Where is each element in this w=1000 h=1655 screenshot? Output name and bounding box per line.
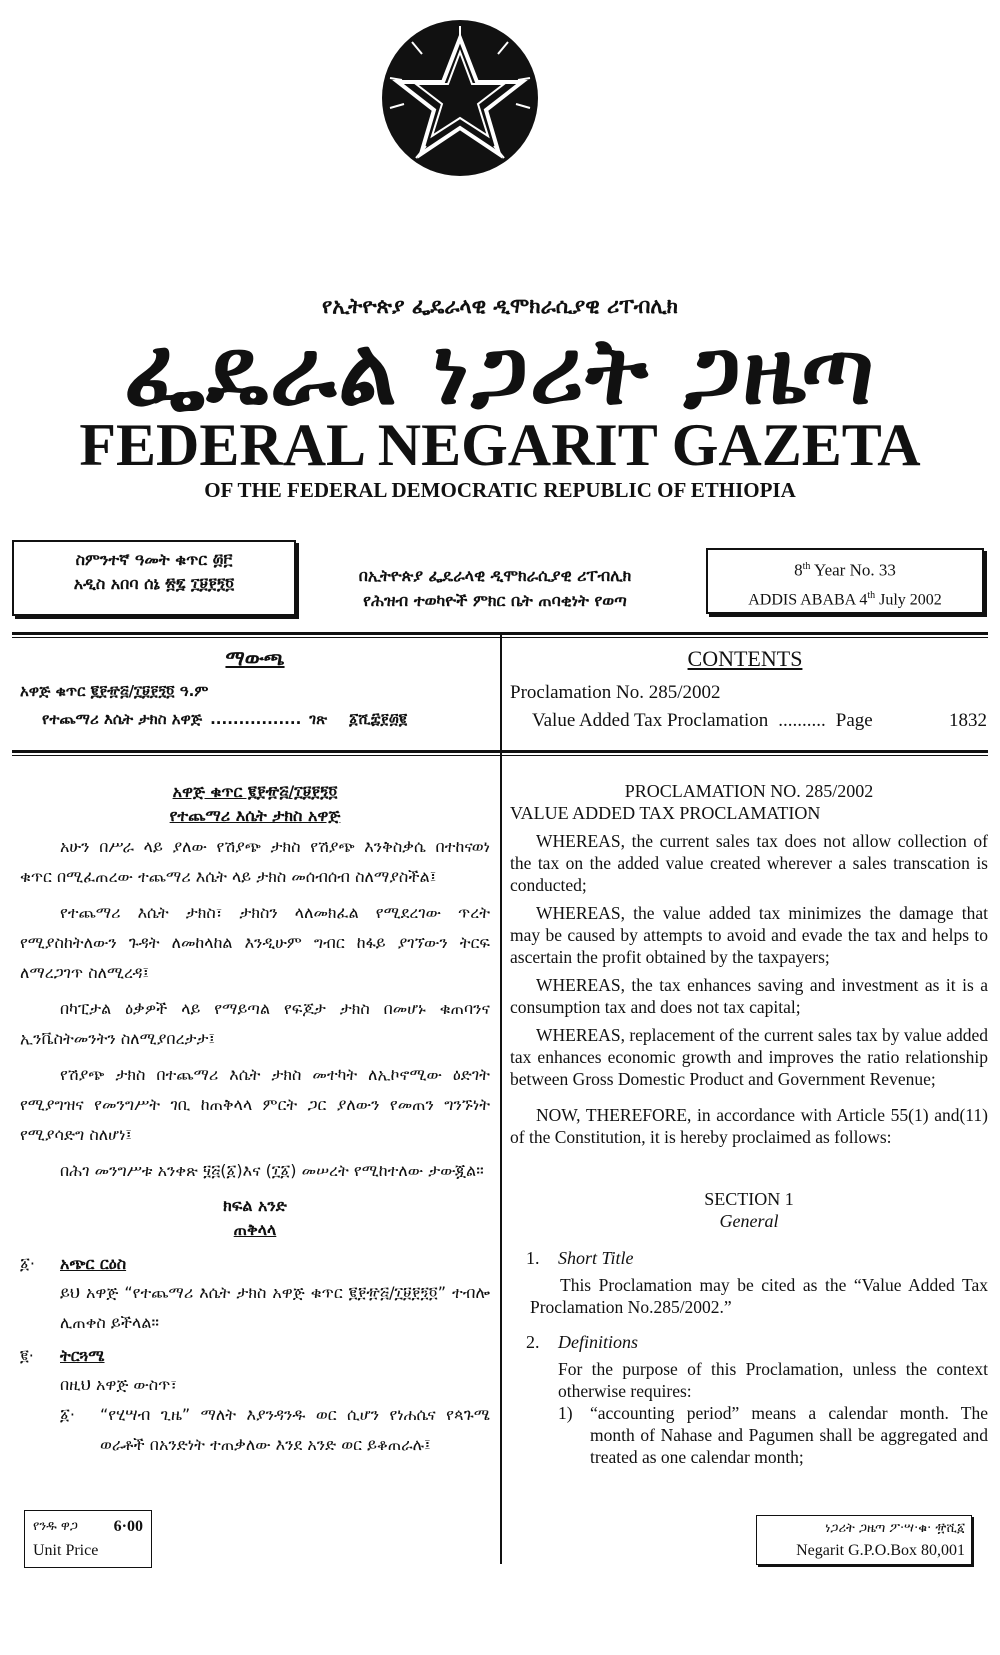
issue-amharic-line1: ስምንተኛ ዓመት ቁጥር ፴፫ <box>75 550 233 569</box>
unit-price-row <box>33 1515 143 1539</box>
english-body <box>510 780 988 1468</box>
english-item2 <box>526 1330 988 1354</box>
english-para1: WHEREAS, the current sales tax does not allow collection of the tax on the added value created wherever a sales transcation is conducted; <box>510 831 988 895</box>
subtitle: OF THE FEDERAL DEMOCRATIC REPUBLIC OF ETHIOPIA <box>204 478 796 502</box>
unit-price-value: 6·00 <box>113 1518 143 1535</box>
unit-price-english: Unit Price <box>33 1542 99 1559</box>
issue-amharic-line2: አዲስ አበባ ሰኔ ፳፯ ፲፱፻፺፬ <box>73 574 235 593</box>
amharic-heading-line1: አዋጅ ቁጥር ፪፻፹፭/፲፱፻፺፬ <box>172 782 338 801</box>
amharic-item2-number: ፪· <box>20 1346 34 1365</box>
contents-heading-english: CONTENTS <box>687 646 803 671</box>
english-para4: WHEREAS, replacement of the current sales tax by value added tax enhances economic growth and improves the ratio relationship between Gross Domestic Product and Government Revenue; <box>510 1025 988 1089</box>
amharic-item2-title: ትርጓሜ <box>60 1346 105 1365</box>
amharic-item2-sub1 <box>60 1400 490 1460</box>
column-divider <box>500 634 502 1564</box>
contents-amharic-line2: የተጨማሪ እሴት ታክስ አዋጅ ................ ገጽ ፩ሺ፰፻፴፪ <box>42 710 408 728</box>
amharic-section-line2: ጠቅላላ <box>233 1220 277 1239</box>
title-amharic: ፌዴራል ነጋሪት ጋዜጣ <box>124 318 876 425</box>
english-item2-title: Definitions <box>558 1332 638 1352</box>
english-section-line2: General <box>719 1211 779 1231</box>
amharic-item1-title: አጭር ርዕስ <box>60 1254 127 1273</box>
amharic-heading-line2: የተጨማሪ እሴት ታክስ አዋጅ <box>169 806 341 825</box>
amharic-body <box>20 780 490 1460</box>
english-item1 <box>526 1246 988 1270</box>
english-para2: WHEREAS, the value added tax minimizes the damage that may be caused by attempts to avoid and evade the tax and helps to ascertain the profit obtained by the taxpayers; <box>510 903 988 967</box>
issue-box-amharic <box>12 540 296 616</box>
amharic-para2: የተጨማሪ እሴት ታክስ፣ ታክስን ላለመክፈል የሚደረገው ጥረት የሚያስከትለውን ጉዳት ለመከላከል እንዲሁም ግብር ከፋይ ያገኘውን ትርፍ ለማረጋገጥ ስለሚረዳ፤ <box>20 903 490 982</box>
issue-center-line1: በኢትዮጵያ ፌዴራላዊ ዲሞክራሲያዊ ሪፐብሊክ <box>358 566 632 585</box>
contents-heading-amharic: ማውጫ <box>225 646 285 670</box>
amharic-item1 <box>20 1250 490 1278</box>
contents-amharic-line1: አዋጅ ቁጥር ፪፻፹፭/፲፱፻፺፬ ዓ.ም <box>20 682 209 700</box>
ethiopian-emblem <box>380 18 540 178</box>
issue-year: 8th Year No. 33 <box>794 560 896 580</box>
amharic-item2 <box>20 1342 490 1370</box>
issue-date: ADDIS ABABA 4th July 2002 <box>748 589 942 608</box>
gpo-amharic: ነጋሪት ጋዜጣ ፖ·ሣ·ቁ· ፹ሺ፩ <box>825 1521 965 1536</box>
english-item1-text: This Proclamation may be cited as the “Value Added Tax Proclamation No.285/2002.” <box>530 1275 988 1317</box>
gpo-box <box>756 1515 972 1565</box>
english-para5: NOW, THEREFORE, in accordance with Article 55(1) and(11) of the Constitution, it is hereby proclaimed as follows: <box>510 1105 988 1147</box>
issue-box-english <box>706 548 984 614</box>
english-item2-sub1 <box>558 1402 988 1468</box>
english-item2-intro: For the purpose of this Proclamation, unless the context otherwise requires: <box>558 1359 988 1401</box>
english-item1-title: Short Title <box>558 1248 634 1268</box>
amharic-para3: በካፒታል ዕቃዎች ላይ የማይጣል የፍጆታ ታክስ በመሆኑ ቁጠባንና ኢንቬስትመንትን ስለሚያበረታታ፤ <box>20 999 490 1048</box>
english-heading-line1: PROCLAMATION NO. 285/2002 <box>624 781 874 801</box>
amharic-item2-sub-number: ፩· <box>60 1405 75 1424</box>
amharic-item1-text: ይህ አዋጅ “የተጨማሪ እሴት ታክስ አዋጅ ቁጥር ፪፻፹፭/፲፱፻፺፬” ተብሎ ሊጠቀስ ይችላል። <box>60 1283 490 1332</box>
english-item2-sub-text: “accounting period” means a calendar month. The month of Nahase and Pagumen shall be aggregated and treated as one calendar month; <box>590 1403 988 1467</box>
unit-price-box <box>24 1510 152 1568</box>
title-english: FEDERAL NEGARIT GAZETA <box>79 412 921 478</box>
amharic-section-line1: ክፍል አንድ <box>223 1196 287 1215</box>
contents-english-line1: Proclamation No. 285/2002 <box>510 682 721 703</box>
issue-center <box>305 563 685 613</box>
amharic-para1: አሁን በሥራ ላይ ያለው የሽያጭ ታክስ የሽያጭ እንቅስቃሴ በተከናወነ ቁጥር በሚፈጠረው ተጨማሪ እሴት ላይ ታክስ መሰብሰብ ስለማያስችል፤ <box>20 837 490 886</box>
republic-amharic: የኢትዮጵያ ፌዴራላዊ ዲሞክራሲያዊ ሪፐብሊክ <box>322 294 678 318</box>
amharic-item2-intro: በዚህ አዋጅ ውስጥ፣ <box>60 1375 177 1394</box>
amharic-para4: የሽያጭ ታክስ በተጨማሪ እሴት ታክስ መተካት ለኢኮኖሚው ዕድገት የሚያግዝና የመንግሥት ገቢ ከጠቅላላ ምርት ጋር ያለውን የመጠን ግንኙነት የሚያሳድግ ስለሆነ፤ <box>20 1065 490 1144</box>
english-para3: WHEREAS, the tax enhances saving and investment as it is a consumption tax and does not tax capital; <box>510 975 988 1017</box>
amharic-item2-sub-text: “የሂሣብ ጊዜ” ማለት እያንዳንዱ ወር ሲሆን የነሐሴና የጳጉሜ ወራቶች በአንድነት ተጠቃለው እንደ አንድ ወር ይቆጠራሉ፤ <box>100 1405 490 1454</box>
english-item2-sub-number: 1) <box>558 1403 573 1423</box>
amharic-para5: በሕገ መንግሥቱ አንቀጽ ፶፭(፩)እና (፲፩) መሠረት የሚከተለው ታውጇል። <box>60 1161 484 1180</box>
english-item1-number: 1. <box>526 1248 540 1268</box>
amharic-item1-number: ፩· <box>20 1254 35 1273</box>
english-heading-line2: VALUE ADDED TAX PROCLAMATION <box>510 803 821 823</box>
unit-price-amharic: የንዱ ዋጋ <box>33 1519 78 1534</box>
gpo-english: Negarit G.P.O.Box 80,001 <box>796 1542 965 1559</box>
issue-center-line2: የሕዝብ ተወካዮች ምክር ቤት ጠባቂነት የወጣ <box>363 591 627 610</box>
english-item2-number: 2. <box>526 1332 540 1352</box>
english-section-line1: SECTION 1 <box>704 1189 794 1209</box>
contents-english-line2: Value Added Tax Proclamation .......... Page 1832 <box>532 710 987 731</box>
